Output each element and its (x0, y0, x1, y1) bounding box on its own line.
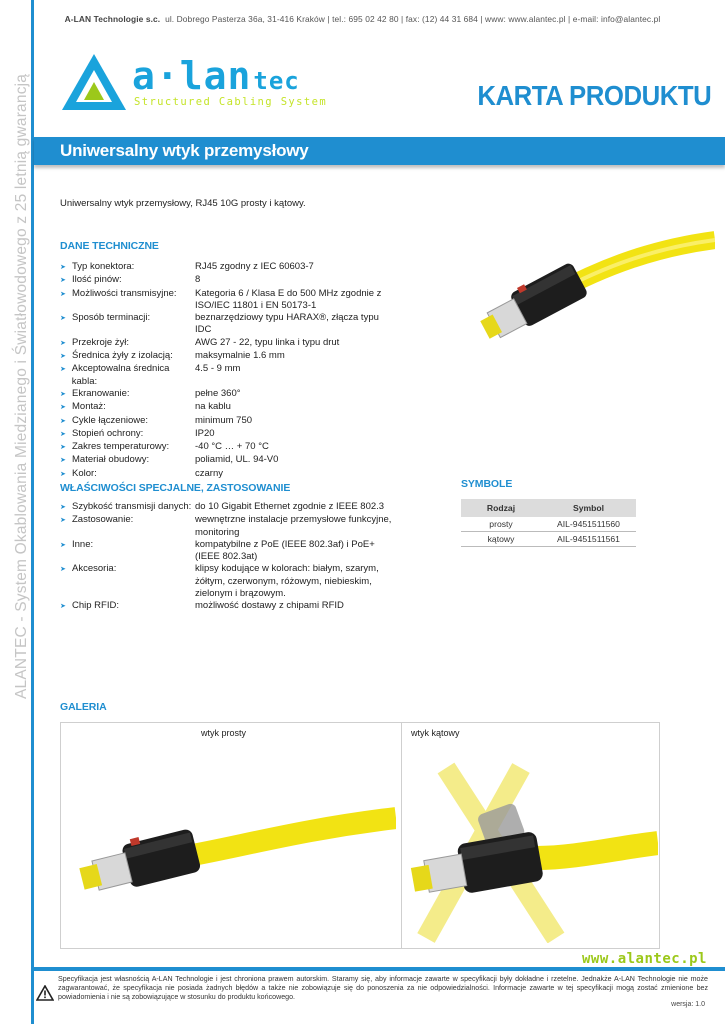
footer-disclaimer: Specyfikacja jest własnością A-LAN Technologie i jest chroniona prawem autorskim. Staramy się, aby informacje zawarte w specyfikacji były dokładne i rzetelne. Jednakże A-LAN Technologie nie może zagwarantować, że specyfikacja nie posiada żadnych błędów a także nie zobowiązuje się do ponoszenia za nie odpowiedzialności. Informacje zawarte w tej specyfikacji mogą zostać zmienione bez powiadomienia i nie są zobowiązujące w stosunku do produktu końcowego. (58, 975, 708, 1001)
table-row: prosty AIL-9451511560 (461, 517, 636, 532)
spec-value: kompatybilne z PoE (IEEE 802.3af) i PoE+ (IEEE 802.3at) (195, 538, 375, 563)
spec-value: AWG 27 - 22, typu linka i typu drut (195, 336, 340, 348)
spec-value: beznarzędziowy typu HARAX®, złącza typu IDC (195, 312, 379, 336)
spec-value: możliwość dostawy z chipami RFID (195, 600, 344, 612)
spec-value: poliamid, UL. 94-V0 (195, 454, 279, 466)
website-link[interactable]: www.alantec.pl (581, 951, 707, 967)
spec-key: ➤ Cykle łączeniowe: (60, 415, 195, 428)
symbols-heading: SYMBOLE (461, 478, 513, 490)
spec-key: ➤ Sposób terminacji: (60, 312, 195, 337)
list-item (60, 388, 390, 401)
list-item (60, 441, 390, 454)
product-photo (455, 218, 715, 343)
list-item (60, 363, 390, 388)
list-item (60, 288, 390, 313)
spec-value: 4.5 - 9 mm (195, 363, 241, 375)
gallery-label-angled: wtyk kątowy (411, 728, 460, 738)
list-item (60, 563, 400, 600)
table-row: kątowy AIL-9451511561 (461, 532, 636, 547)
spec-value: Kategoria 6 / Klasa E do 500 MHz zgodnie z ISO/IEC 11801 i EN 50173-1 (195, 287, 382, 311)
symbols-col-symbol: Symbol (541, 499, 636, 517)
logo-wordmark: a·lantec (132, 54, 300, 98)
spec-key: ➤ Akceptowalna średnica kabla: (60, 363, 195, 388)
straight-plug-photo (66, 748, 396, 943)
spec-key: ➤ Przekroje żył: (60, 337, 195, 350)
list-item (60, 501, 400, 514)
spec-key: ➤ Szybkość transmisji danych: (60, 501, 195, 514)
list-item (60, 428, 390, 441)
spec-key: ➤ Możliwości transmisyjne: (60, 288, 195, 313)
list-item (60, 539, 400, 564)
list-item (60, 337, 390, 350)
spec-key: ➤ Typ konektora: (60, 261, 195, 274)
list-item (60, 468, 390, 481)
product-title: Uniwersalny wtyk przemysłowy (60, 141, 309, 160)
spec-key: ➤ Inne: (60, 539, 195, 564)
gallery-heading: GALERIA (60, 701, 107, 713)
spec-value: IP20 (195, 427, 215, 439)
gallery-label-straight: wtyk prosty (201, 728, 247, 738)
spec-key: ➤ Ilość pinów: (60, 274, 195, 287)
special-heading: WŁAŚCIWOŚCI SPECJALNE, ZASTOSOWANIE (60, 482, 291, 494)
side-slogan: ALANTEC - System Okablowania Miedzianego i Światłowodowego z 25 letnią gwarancją (13, 73, 30, 699)
symbols-col-type: Rodzaj (461, 499, 541, 517)
logo-subtitle: Structured Cabling System (134, 96, 328, 108)
footer-rule (34, 967, 725, 971)
list-item (60, 401, 390, 414)
spec-key: ➤ Średnica żyły z izolacją: (60, 350, 195, 363)
spec-value: RJ45 zgodny z IEC 60603-7 (195, 261, 314, 272)
spec-value: minimum 750 (195, 414, 253, 426)
company-logo (60, 52, 360, 112)
logo-triangle-icon (60, 52, 128, 112)
spec-value: -40 °C … + 70 °C (195, 441, 269, 453)
version-label: wersja: 1.0 (671, 1001, 705, 1008)
company-contact: ul. Dobrego Pasterza 36a, 31-416 Kraków | tel.: 695 02 42 80 | fax: (12) 44 31 684 | www: www.alantec.pl | e-mail: info@alantec.pl (165, 14, 661, 24)
spec-value: klipsy kodujące w kolorach: białym, szarym, żółtym, czerwonym, różowym, niebieskim, zielonym i brązowym. (195, 563, 379, 600)
list-item (60, 274, 390, 287)
spec-value: na kablu (195, 401, 231, 413)
list-item (60, 415, 390, 428)
angled-plug-photo (406, 748, 658, 943)
header-contact-line (0, 14, 725, 24)
spec-key: ➤ Ekranowanie: (60, 388, 195, 401)
company-name: A-LAN Technologie s.c. (64, 14, 161, 24)
spec-value: pełne 360° (195, 387, 241, 399)
spec-value: maksymalnie 1.6 mm (195, 350, 285, 362)
spec-key: ➤ Materiał obudowy: (60, 454, 195, 467)
list-item (60, 454, 390, 467)
tech-data-list (60, 261, 390, 481)
list-item (60, 600, 400, 613)
list-item (60, 514, 400, 539)
special-list (60, 501, 400, 614)
tech-data-heading: DANE TECHNICZNE (60, 240, 159, 252)
product-title-bar (34, 137, 725, 165)
spec-key: ➤ Zastosowanie: (60, 514, 195, 539)
list-item (60, 312, 390, 337)
warning-icon (36, 985, 54, 1001)
spec-key: ➤ Montaż: (60, 401, 195, 414)
spec-key: ➤ Chip RFID: (60, 600, 195, 613)
spec-value: czarny (195, 467, 223, 479)
spec-value: wewnętrzne instalacje przemysłowe funkcyjne, monitoring (195, 514, 392, 538)
symbols-table (461, 499, 636, 547)
spec-value: 8 (195, 274, 201, 286)
spec-key: ➤ Stopień ochrony: (60, 428, 195, 441)
list-item (60, 261, 390, 274)
list-item (60, 350, 390, 363)
spec-key: ➤ Zakres temperaturowy: (60, 441, 195, 454)
spec-key: ➤ Kolor: (60, 468, 195, 481)
spec-key: ➤ Akcesoria: (60, 563, 195, 600)
document-title: KARTA PRODUKTU (477, 80, 711, 111)
spec-value: do 10 Gigabit Ethernet zgodnie z IEEE 802.3 (195, 501, 385, 512)
gallery-box (60, 722, 660, 949)
product-description: Uniwersalny wtyk przemysłowy, RJ45 10G prosty i kątowy. (60, 198, 306, 209)
gallery-divider (401, 723, 402, 948)
